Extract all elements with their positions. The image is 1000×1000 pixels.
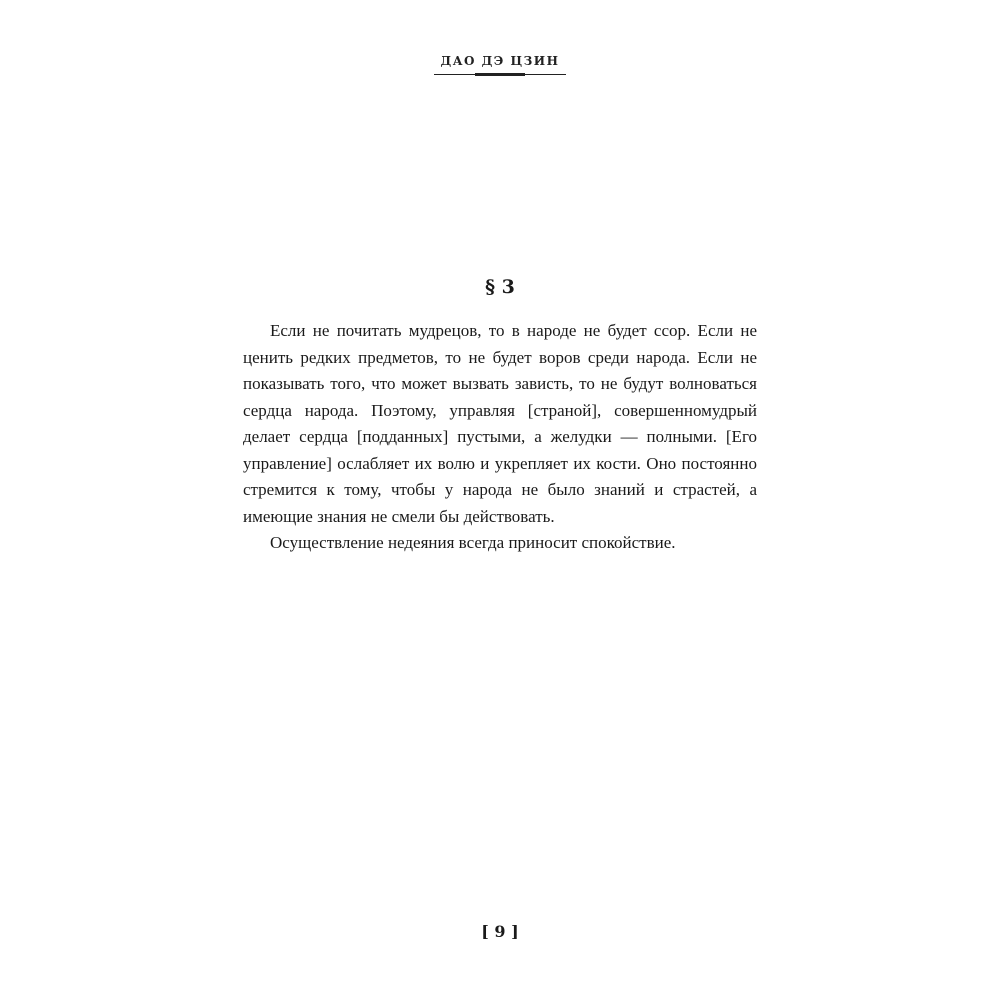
header-rule-accent (475, 73, 525, 76)
running-header (0, 50, 1000, 69)
paragraph: Если не почитать мудрецов, то в народе не будет ссор. Если не ценить редких предметов, то не будет воров среди народа. Если не показывать того, что может вызвать зависть, то не будут волноваться сердца народа. Поэтому, управляя [страной], совершенномудрый делает сердца [подданных] пустыми, а желудки — полными. [Его управление] ослабляет их волю и укрепляет их кости. Оно постоянно стремится к тому, чтобы у народа не было знаний и страстей, а имеющие знания не смели бы действовать. (243, 321, 757, 526)
page-number: [ 9 ] (481, 922, 519, 941)
paragraph: Осуществление недеяния всегда приносит спокойствие. (270, 533, 676, 552)
running-title: ДАО ДЭ ЦЗИН (440, 54, 560, 68)
section-heading: § 3 (485, 276, 515, 298)
section-body (243, 318, 757, 557)
